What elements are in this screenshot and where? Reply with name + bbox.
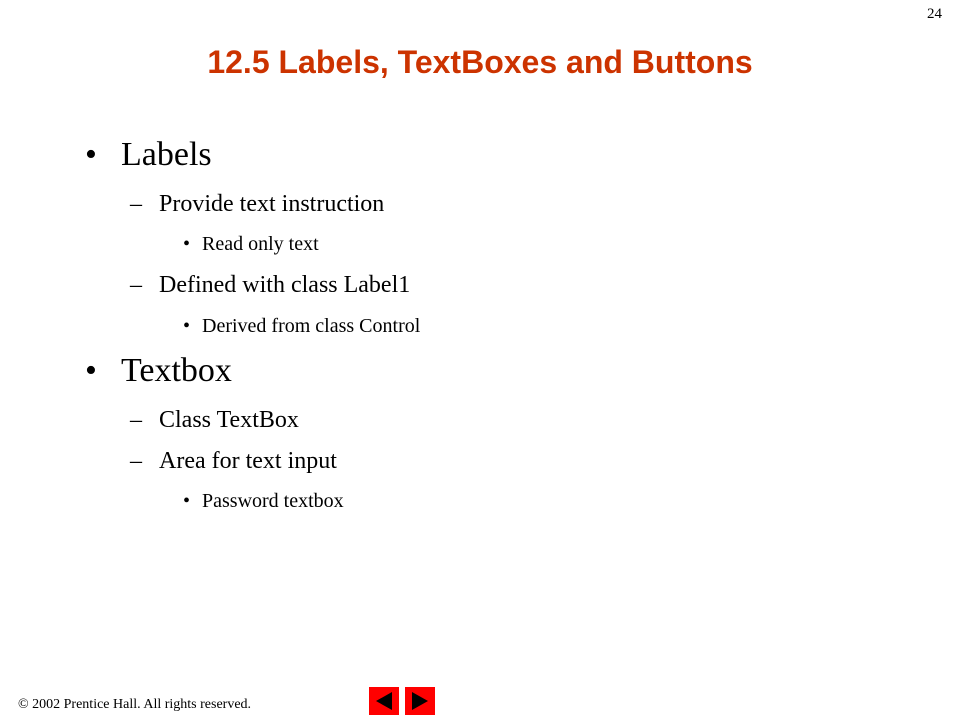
arrow-right-icon (409, 690, 431, 712)
subbullet-provide-text-label: Provide text instruction (159, 191, 385, 217)
bullet-marker: • (85, 136, 97, 173)
subbullet-area-for-text (130, 448, 337, 475)
subbullet-defined-with (130, 272, 410, 299)
detail-derived-from-label: Derived from class Control (202, 315, 421, 337)
bullet-marker: • (183, 233, 191, 255)
bullet-textbox-text: Textbox (121, 352, 232, 389)
arrow-left-icon (373, 690, 395, 712)
subbullet-defined-with-label: Defined with class Label1 (159, 272, 411, 298)
subbullet-provide-text (130, 191, 384, 218)
bullet-marker: • (85, 352, 97, 389)
copyright-notice: © 2002 Prentice Hall. All rights reserved. (18, 697, 252, 712)
bullet-textbox (85, 352, 232, 390)
dash-marker: – (130, 272, 142, 298)
detail-password-textbox (183, 490, 344, 513)
subbullet-area-for-text-label: Area for text input (159, 448, 337, 474)
bullet-marker: • (183, 315, 191, 337)
detail-password-textbox-label: Password textbox (202, 490, 344, 512)
next-slide-button[interactable] (405, 687, 435, 715)
previous-slide-button[interactable] (369, 687, 399, 715)
detail-read-only (183, 233, 319, 256)
dash-marker: – (130, 448, 142, 474)
bullet-labels-text: Labels (121, 136, 212, 173)
bullet-marker: • (183, 490, 191, 512)
dash-marker: – (130, 191, 142, 217)
dash-marker: – (130, 407, 142, 433)
detail-derived-from (183, 315, 420, 338)
bullet-labels (85, 136, 212, 174)
subbullet-class-textbox (130, 407, 299, 434)
slide-title: 12.5 Labels, TextBoxes and Buttons (207, 44, 753, 80)
detail-read-only-label: Read only text (202, 233, 319, 255)
page-number: 24 (927, 6, 942, 22)
subbullet-class-textbox-label: Class TextBox (159, 407, 299, 433)
